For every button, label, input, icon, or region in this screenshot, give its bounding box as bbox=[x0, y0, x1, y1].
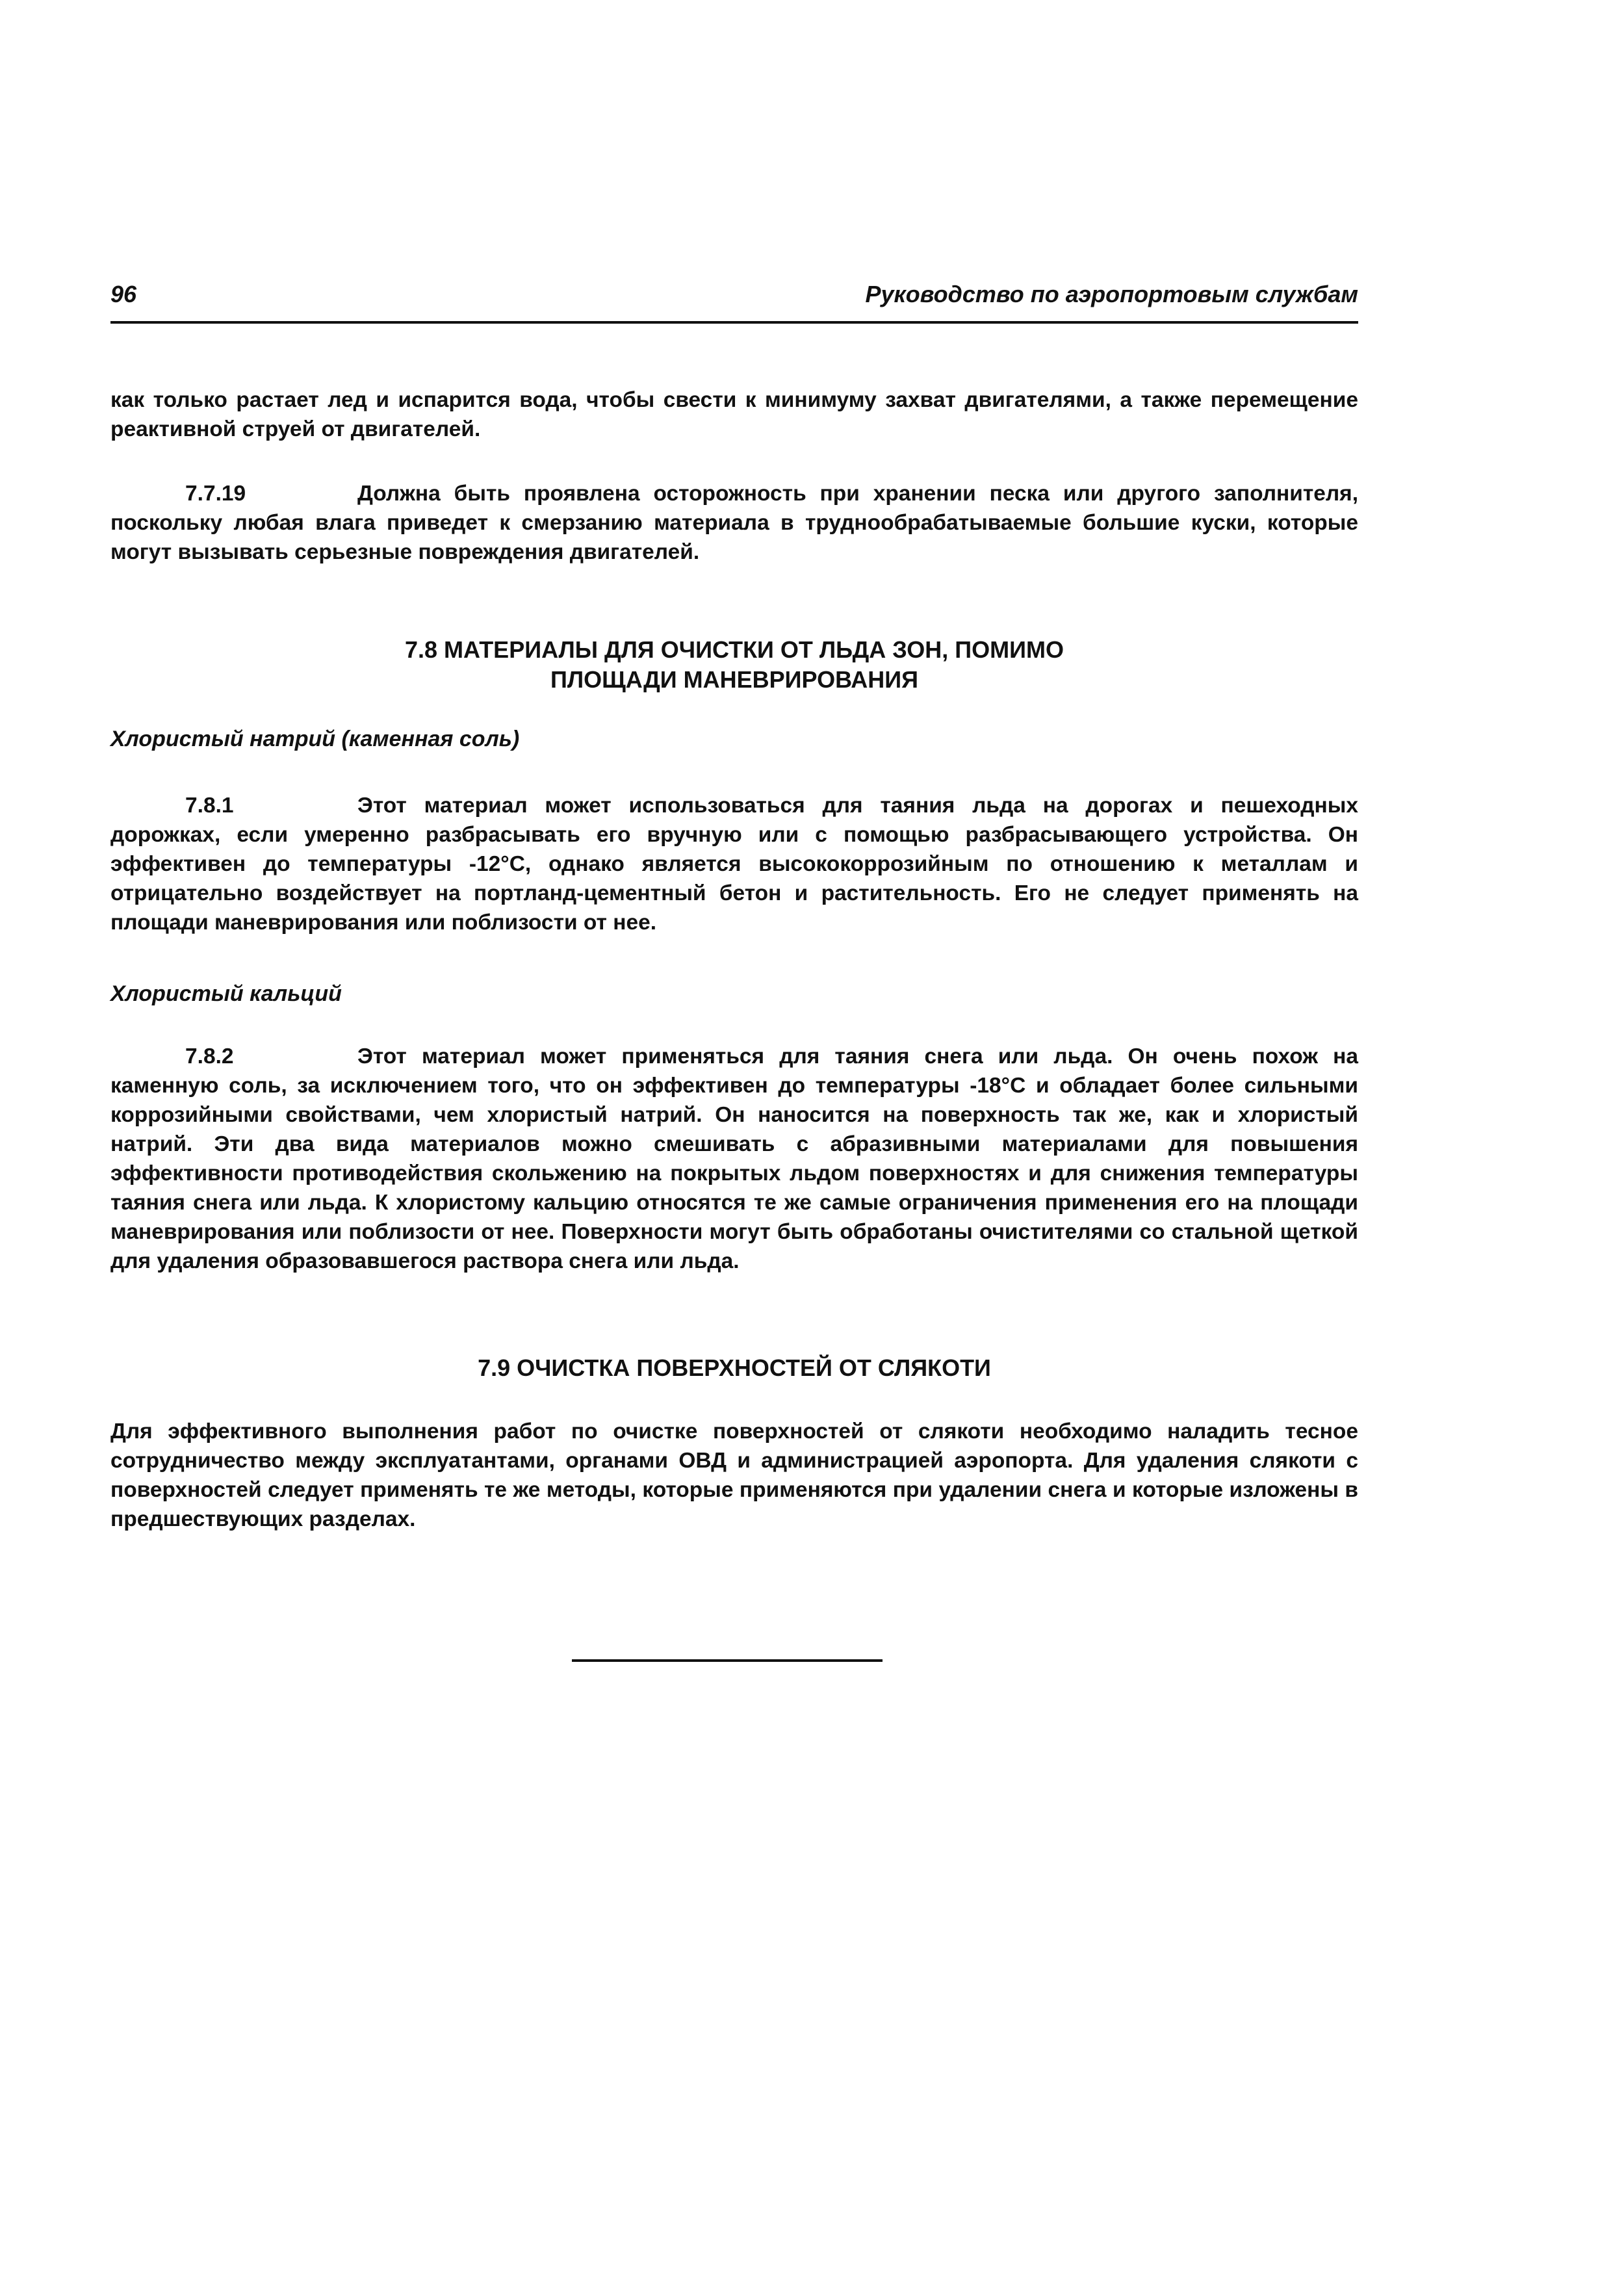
paragraph-text: Этот материал может использоваться для таяния льда на дорогах и пешеходных дорожках, если умеренно разбрасывать его вручную или с помощью разбрасывающего устройства. Он эффективен до температуры -12°С, однако является высококоррозийным по отношению к металлам и отрицательно воздействует на портланд-цементный бетон и растительность. Его не следует применять на площади маневрирования или поблизости от нее. bbox=[110, 794, 1358, 935]
paragraph-7-7-19 bbox=[110, 479, 1358, 567]
running-title: Руководство по аэропортовым службам bbox=[865, 281, 1358, 307]
heading-line-1: 7.8 МАТЕРИАЛЫ ДЛЯ ОЧИСТКИ ОТ ЛЬДА ЗОН, ПОМИМО bbox=[404, 636, 1064, 663]
paragraph-number: 7.8.2 bbox=[185, 1044, 234, 1068]
paragraph-text: Должна быть проявлена осторожность при хранении песка или другого заполнителя, поскольку любая влага приведет к смерзанию материала в труднообрабатываемые большие куски, которые могут вызывать серьезные повреждения двигателей. bbox=[110, 482, 1358, 564]
subheading-calcium-chloride: Хлористый кальций bbox=[110, 981, 342, 1006]
paragraph-7-9: Для эффективного выполнения работ по очистке поверхностей от слякоти необходимо наладить тесное сотрудничество между эксплуатантами, органами ОВД и администрацией аэропорта. Для удаления слякоти с поверхностей следует применять те же методы, которые применяются при удалении снега и которые изложены в предшествующих разделах. bbox=[110, 1419, 1358, 1531]
section-heading-7-9: 7.9 ОЧИСТКА ПОВЕРХНОСТЕЙ ОТ СЛЯКОТИ bbox=[478, 1354, 991, 1381]
header-divider bbox=[110, 321, 1358, 324]
heading-line-2: ПЛОЩАДИ МАНЕВРИРОВАНИЯ bbox=[550, 666, 919, 693]
subheading-sodium-chloride: Хлористый натрий (каменная соль) bbox=[110, 727, 520, 751]
paragraph-number: 7.8.1 bbox=[185, 794, 234, 818]
page-number: 96 bbox=[110, 281, 137, 307]
paragraph-7-8-1 bbox=[110, 791, 1358, 937]
page-header bbox=[110, 281, 1358, 320]
section-end-divider bbox=[572, 1659, 883, 1662]
paragraph-7-8-2 bbox=[110, 1042, 1358, 1276]
paragraph-number: 7.7.19 bbox=[185, 482, 246, 506]
paragraph-text: Этот материал может применяться для таяния снега или льда. Он очень похож на каменную соль, за исключением того, что он эффективен до температуры -18°С и обладает более сильными коррозийными свойствами, чем хлористый натрий. Он наносится на поверхность так же, как и хлористый натрий. Эти два вида материалов можно смешивать с абразивными материалами для повышения эффективности противодействия скольжению на покрытых льдом поверхностях и для снижения температуры таяния снега или льда. К хлористому кальцию относятся те же самые ограничения применения его на площади маневрирования или поблизости от нее. Поверхности могут быть обработаны очистителями со стальной щеткой для удаления образовавшегося раствора снега или льда. bbox=[110, 1044, 1358, 1273]
section-heading-7-8 bbox=[110, 635, 1358, 695]
continuation-paragraph: как только растает лед и испарится вода, чтобы свести к минимуму захват двигателями, а также перемещение реактивной струей от двигателей. bbox=[110, 388, 1358, 441]
